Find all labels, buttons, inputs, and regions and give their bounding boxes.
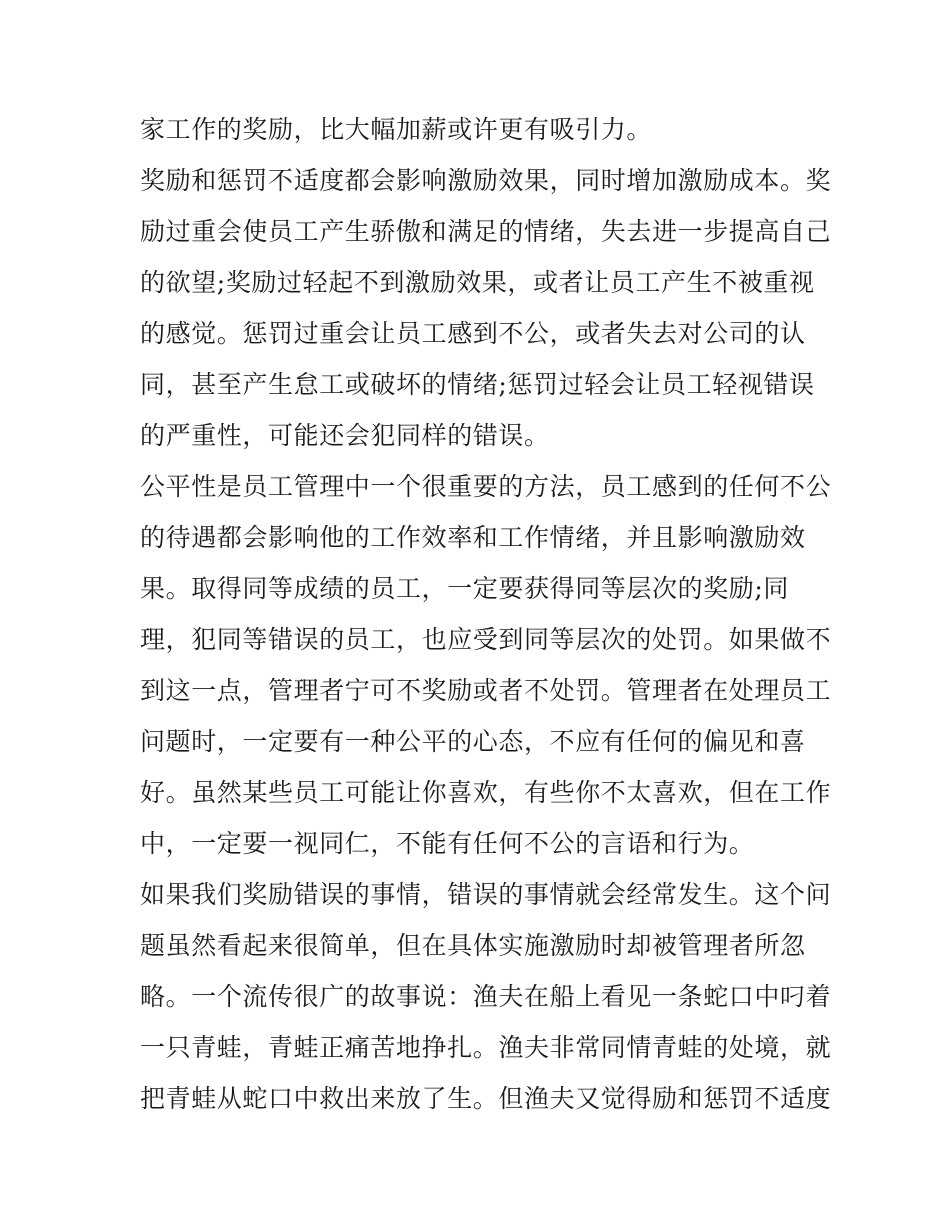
text-line: 奖励和惩罚不适度都会影响激励效果，同时增加激励成本。奖 [140,166,832,195]
text-line: 理，犯同等错误的员工，也应受到同等层次的处罚。如果做不 [140,625,832,654]
text-line: 的严重性，可能还会犯同样的错误。 [140,421,550,450]
text-line: 如果我们奖励错误的事情，错误的事情就会经常发生。这个问 [140,880,832,909]
text-line: 励过重会使员工产生骄傲和满足的情绪，失去进一步提高自己 [140,217,832,246]
document-body-text [140,104,832,1124]
text-line: 家工作的奖励，比大幅加薪或许更有吸引力。 [140,115,653,144]
text-line: 同，甚至产生怠工或破坏的情绪;惩罚过轻会让员工轻视错误 [140,370,815,399]
text-line: 题虽然看起来很简单，但在具体实施激励时却被管理者所忽 [140,931,806,960]
text-line: 问题时，一定要有一种公平的心态，不应有任何的偏见和喜 [140,727,806,756]
text-line: 一只青蛙，青蛙正痛苦地挣扎。渔夫非常同情青蛙的处境，就 [140,1033,832,1062]
text-line: 略。一个流传很广的故事说：渔夫在船上看见一条蛇口中叼着 [140,982,832,1011]
text-line: 中，一定要一视同仁，不能有任何不公的言语和行为。 [140,829,755,858]
text-line: 的待遇都会影响他的工作效率和工作情绪，并且影响激励效 [140,523,806,552]
text-line: 好。虽然某些员工可能让你喜欢，有些你不太喜欢，但在工作 [140,778,832,807]
text-line: 的感觉。惩罚过重会让员工感到不公，或者失去对公司的认 [140,319,806,348]
text-line: 的欲望;奖励过轻起不到激励效果，或者让员工产生不被重视 [140,268,815,297]
text-line: 公平性是员工管理中一个很重要的方法，员工感到的任何不公 [140,472,832,501]
text-line: 把青蛙从蛇口中救出来放了生。但渔夫又觉得励和惩罚不适度 [140,1084,832,1113]
text-line: 到这一点，管理者宁可不奖励或者不处罚。管理者在处理员工 [140,676,832,705]
text-line: 果。取得同等成绩的员工，一定要获得同等层次的奖励;同 [140,574,790,603]
